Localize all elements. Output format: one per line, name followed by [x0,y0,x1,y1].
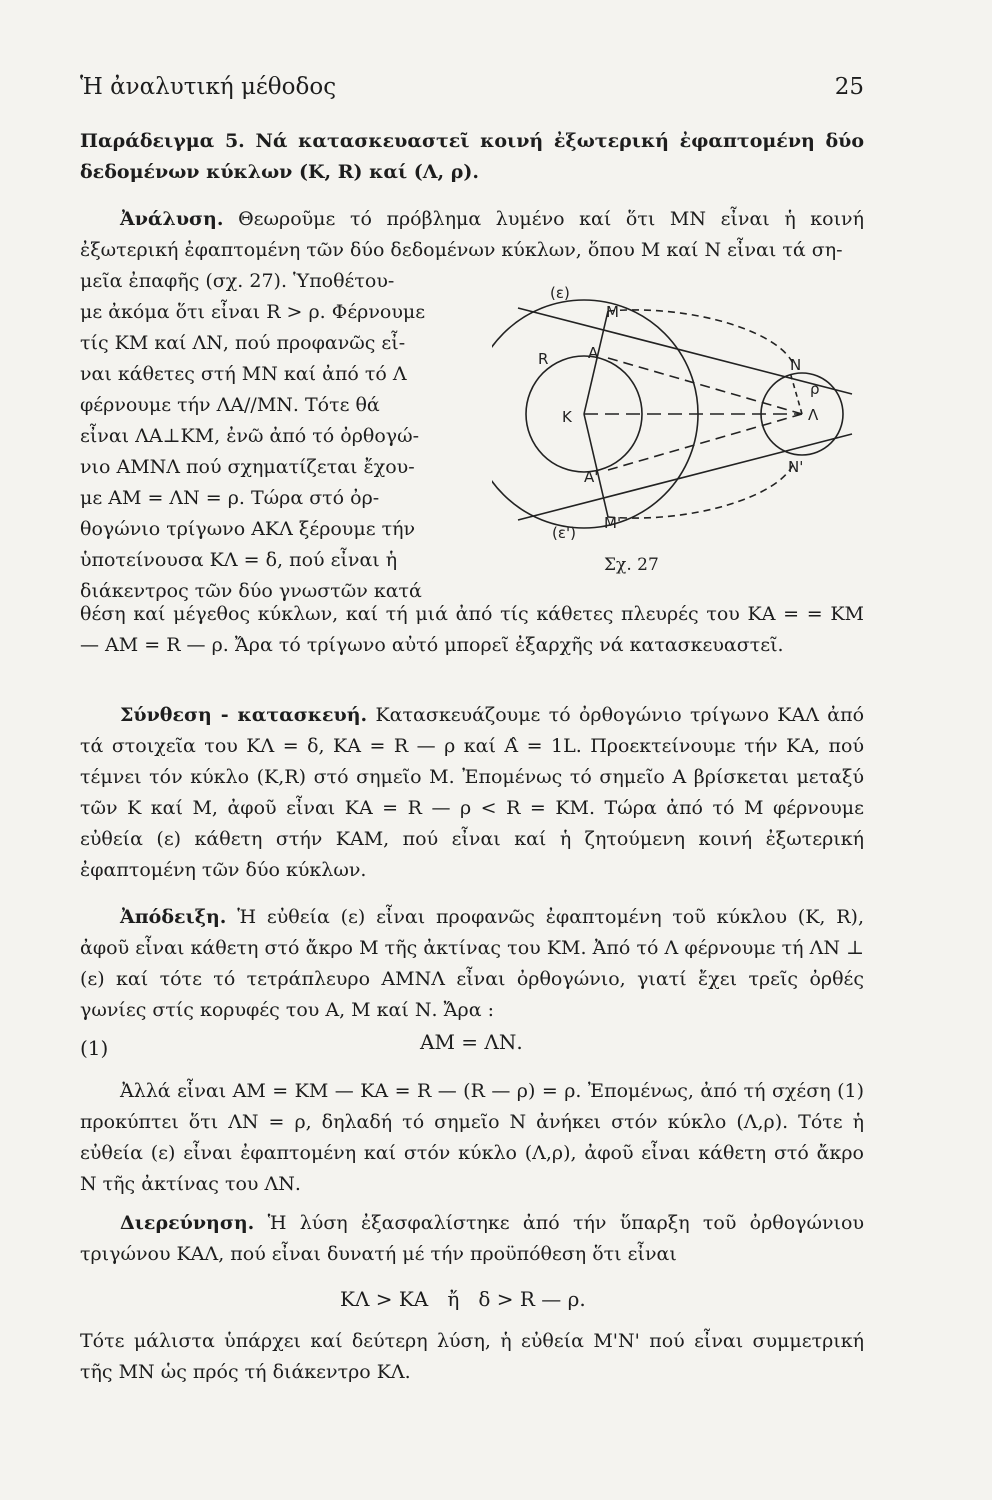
discussion-text: Ἡ λύση ἐξασφαλίστηκε ἀπό τήν ὕπαρξη τοῦ ὀρθογώνιου τριγώνου ΚΑΛ, πού εἶναι δυνατή μέ τήν προϋπόθεση ὅτι εἶναι [80,1212,864,1265]
label-e: (ε) [550,284,570,302]
analysis-line: ναι κάθετες στή ΜΝ καί ἀπό τό Λ [80,363,407,385]
analysis-line: μεῖα ἐπαφῆς (σχ. 27). Ὑποθέτου- [80,270,395,292]
page-number: 25 [834,74,864,100]
analysis-rest: θέση καί μέγεθος κύκλων, καί τή μιά ἀπό τίς κάθετες πλευρές του ΚΑ = = ΚΜ — ΑΜ = R — ρ. Ἄρα τό τρίγωνο αὐτό μπορεῖ ἐξαρχῆς νά κατασκευαστεῖ. [80,603,864,656]
analysis-line: εἶναι ΛΑ⊥ΚΜ, ἐνῶ ἀπό τό ὀρθογώ- [80,425,420,447]
running-title: Ἡ ἀναλυτική μέθοδος [80,74,337,100]
discussion-condition: ΚΛ > ΚΑ ἤ δ > R — ρ. [340,1287,586,1311]
analysis-intro [80,204,864,266]
analysis-line: ὑποτείνουσα ΚΛ = δ, πού εἶναι ἡ [80,549,398,571]
label-n: Ν [790,356,802,374]
tangent-e-prime [518,434,852,520]
proof-continuation: Ἀλλά εἶναι ΑΜ = ΚΜ — ΚΑ = R — (R — ρ) = ρ. Ἐπομένως, ἀπό τή σχέση (1) προκύπτει ὅτι ΛΝ = ρ, δηλαδή τό σημεῖο Ν ἀνήκει στόν κύκλο (Λ,ρ). Τότε ἡ εὐθεία (ε) εἶναι ἐφαπτομένη καί στόν κύκλο (Λ,ρ), ἀφοῦ εἶναι κάθετη στό ἄκρο Ν τῆς ἀκτίνας του ΛΝ. [80,1080,864,1195]
label-k: Κ [562,408,572,426]
example-label: Παράδειγμα 5. [80,130,245,152]
equation-am-ln: ΑΜ = ΛΝ. [420,1030,523,1054]
equation-number: (1) [80,1036,109,1060]
example-heading [80,126,864,188]
analysis-line: νιο ΑΜΝΛ πού σχηματίζεται ἔχου- [80,456,415,478]
label-m-prime: Μ' [604,514,622,532]
analysis-line: με ΑΜ = ΛΝ = ρ. Τώρα στό ὀρ- [80,487,380,509]
discussion-closing: Τότε μάλιστα ὑπάρχει καί δεύτερη λύση, ἡ εὐθεία Μ'Ν' πού εἶναι συμμετρική τῆς ΜΝ ὡς πρός τή διάκεντρο ΚΛ. [80,1330,864,1383]
label-e-prime: (ε') [552,524,576,542]
radius-rho [790,372,802,414]
discussion-label: Διερεύνηση. [120,1212,255,1234]
synthesis-text: Κατασκευάζουμε τό ὀρθογώνιο τρίγωνο ΚΑΛ ἀπό τά στοιχεῖα του ΚΛ = δ, ΚΑ = R — ρ καί Α̂ = 1L. Προεκτείνουμε τήν ΚΑ, πού τέμνει τόν κύκλο (Κ,R) στό σημεῖο Μ. Ἐπομένως τό σημεῖο Α βρίσκεται μεταξύ τῶν Κ καί Μ, ἀφοῦ εἶναι ΚΑ = R — ρ < R = ΚΜ. Τώρα ἀπό τό Μ φέρνουμε εὐθεία (ε) κάθετη στήν ΚΑΜ, πού εἶναι καί ἡ ζητούμενη κοινή ἐξωτερική ἐφαπτομένη τῶν δύο κύκλων. [80,704,865,881]
label-a: Α [588,344,599,362]
analysis-line: με ἀκόμα ὅτι εἶναι R > ρ. Φέρνουμε [80,301,426,323]
analysis-line: τίς ΚΜ καί ΛΝ, πού προφανῶς εἶ- [80,332,406,354]
discussion-paragraph [80,1208,864,1270]
label-lambda: Λ [808,406,819,424]
label-a-prime: Α' [584,468,599,486]
figure-caption: Σχ. 27 [604,555,659,575]
analysis-line: θογώνιο τρίγωνο ΑΚΛ ξέρουμε τήν [80,518,416,540]
analysis-intro-text: Θεωροῦμε τό πρόβλημα λυμένο καί ὅτι ΜΝ εἶναι ἡ κοινή ἐξωτερική ἐφαπτομένη τῶν δύο δεδομένων κύκλων, ὅπου Μ καί Ν εἶναι τά ση- [80,208,864,261]
example-statement: Νά κατασκευαστεῖ κοινή ἐξωτερική ἐφαπτομένη δύο δεδομένων κύκλων (Κ, R) καί (Λ, ρ). [80,130,864,183]
label-m: Μ [606,303,619,321]
figure-27 [492,282,864,586]
synthesis-label: Σύνθεση - κατασκευή. [120,704,368,726]
analysis-line: φέρνουμε τήν ΛΑ//ΜΝ. Τότε θά [80,394,380,416]
label-n-prime: Ν' [788,458,804,476]
proof-label: Ἀπόδειξη. [120,906,227,928]
analysis-line: διάκεντρος τῶν δύο γνωστῶν κατά [80,580,422,602]
label-rho: ρ [810,380,820,398]
tangent-e [518,308,852,394]
proof-text: Ἡ εὐθεία (ε) εἶναι προφανῶς ἐφαπτομένη τοῦ κύκλου (Κ, R), ἀφοῦ εἶναι κάθετη στό ἄκρο Μ τῆς ἀκτίνας του ΚΜ. Ἀπό τό Λ φέρνουμε τή ΛΝ ⊥ (ε) καί τότε τό τετράπλευρο ΑΜΝΛ εἶναι ὀρθογώνιο, γιατί ἔχει τρεῖς ὀρθές γωνίες στίς κορυφές του Α, Μ καί Ν. Ἄρα : [80,906,864,1021]
analysis-label: Ἀνάλυση. [120,208,224,230]
synthesis-paragraph [80,700,864,886]
label-r: R [538,350,549,368]
running-header [80,74,864,100]
proof-paragraph [80,902,864,1026]
